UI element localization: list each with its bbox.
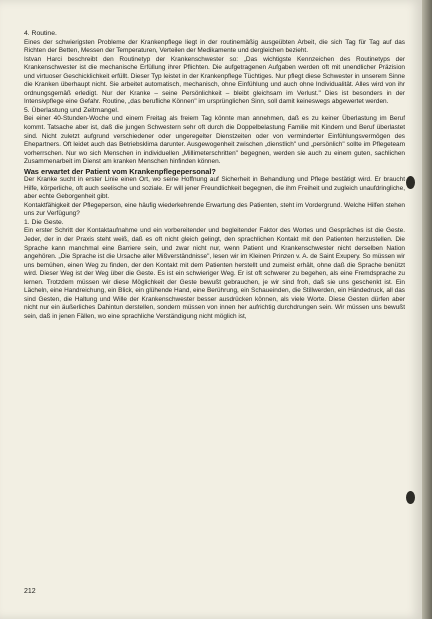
- paragraph: Eines der schwierigsten Probleme der Krankenpflege liegt in der routinemäßig ausgeübten Arbeit, die sich Tag für Tag auf das Richten der Betten, Messen der Temperaturen, Verteilen der Medikamente und dergleichen bezieht.: [24, 38, 405, 55]
- paragraph: Ein erster Schritt der Kontaktaufnahme und ein vorbereitender und begleitender Faktor des Wortes und Gespräches ist die Geste. Jeder, der in der Praxis steht weiß, daß es oft nicht gleich gelingt, den sprachlichen Kontakt mit den Patienten herzustellen. Die Sprache kann manchmal eine Barriere sein, und zwar nicht nur, wenn Patient und Krankenschwester nicht derselben Nation angehören. „Die Sprache ist die Ursache aller Mißverständnisse", lesen wir im Kleinen Prinzen v. A. de Saint Exupery. So müssen wir uns bemühen, einen Weg zu finden, der den Kontakt mit dem Patienten herstellt und zumeist erhält, ohne daß die Sprache benützt wird. Dieser Weg ist der Weg über die Geste. Es ist ein schwieriger Weg. Er ist oft schwerer zu begehen, als eine Fremdsprache zu lernen. Trotzdem müssen wir diese Möglichkeit der Geste bewußt gebrauchen, je wir sind froh, daß sie uns geschenkt ist. Ein Lächeln, eine Handreichung, ein Blick, ein glühende Hand, eine Berührung, ein Schaueinden, die Stillwerden, ein Händedruck, all das sind Gesten, die Haltung und Wille der Krankenschwester besser ausdrücken können, als viele Worte. Diese Gesten dürfen aber nicht nur ein äußerliches Dahintun derstellen, sondern müssen von innen her aufrichtig durchdrungen sein. Wir müssen uns bewußt sein, daß in jenen Fällen, wo eine sprachliche Verständigung nicht möglich ist,: [24, 227, 405, 320]
- page-number: 212: [24, 588, 36, 595]
- page-edge: [422, 0, 432, 619]
- paragraph: Der Kranke sucht in erster Linie einen Ort, wo seine Hoffnung auf Sicherheit in Behandlung und Pflege bestätigt wird. Er braucht Hilfe, körperliche, oft auch seelische und soziale. Er will jener Freundlichkeit begegnen, die ihm Freiheit und zugleich unaufdringliche, aber echte Geborgenheit gibt.: [24, 176, 405, 201]
- subheading-geste: 1. Die Geste.: [24, 218, 64, 226]
- paragraph: Kontaktfähigkeit der Pflegeperson, eine häufig wiederkehrende Erwartung des Patienten, steht im Vordergrund. Welche Hilfen stehen uns zur Verfügung?: [24, 201, 405, 218]
- binding-hole-icon: [406, 491, 415, 504]
- page-content: [24, 30, 405, 321]
- paragraph: Bei einer 40-Stunden-Woche und einem Freitag als freiem Tag könnte man annehmen, daß es zu keiner Überlastung im Beruf kommt. Tatsache aber ist, daß die jungen Schwestern sehr oft durch die Doppelbelastung Familie mit Kindern und Beruf überlastet sind. Nicht zuletzt aufgrund verschiedener oder ungeregelter Dienstzeiten oder von verminderter Einfühlungsvermögen des Ehepartners. Oft leidet auch das Betriebsklima darunter. Ausgewogenheit zwischen „dienstlich" und „persönlich" sollte im Pflegeteam vorherrschen. Nur wo sich Menschen in individuellen „Millimeterschritten" begegnen, werden sie auch zu einem guten, sachlichen Zusammenarbeit im Dienst am kranken Menschen hinfinden können.: [24, 115, 405, 166]
- subheading-routine: 4. Routine.: [24, 30, 57, 37]
- section-heading: Was erwartet der Patient vom Krankenpflegepersonal?: [24, 166, 216, 176]
- subheading-ueberlastung: 5. Überlastung und Zeitmangel.: [24, 106, 119, 114]
- paragraph: Istvan Harci beschreibt den Routinetyp der Krankenschwester so: „Das wichtigste Kennzeichen des Routinetyps der Krankenschwester ist die mechanische Erfüllung ihrer Pflichten. Die aufgetragenen Aufgaben werden oft mit unendlicher Präzision und virtuoser Geschicklichkeit erfüllt. Dieser Typ leistet in der Krankenpflege Tüchtiges. Nur pflegt diese Schwester in unserem Sinne die Kranken überhaupt nicht. Sie arbeitet automatisch, mechanisch, ohne Einfühlung und auch ohne Individualität. Alles wird von ihr ordnungsgemäß erledigt. Nur der Kranke – seine Persönlichkeit – bleibt gleichsam im Verlust." Dies ist besonders in der Intensivpflege eine Gefahr. Routine, „das berufliche Können" im ursprünglichen Sinn, soll damit keineswegs abgewertet werden.: [24, 55, 405, 106]
- binding-hole-icon: [406, 176, 415, 189]
